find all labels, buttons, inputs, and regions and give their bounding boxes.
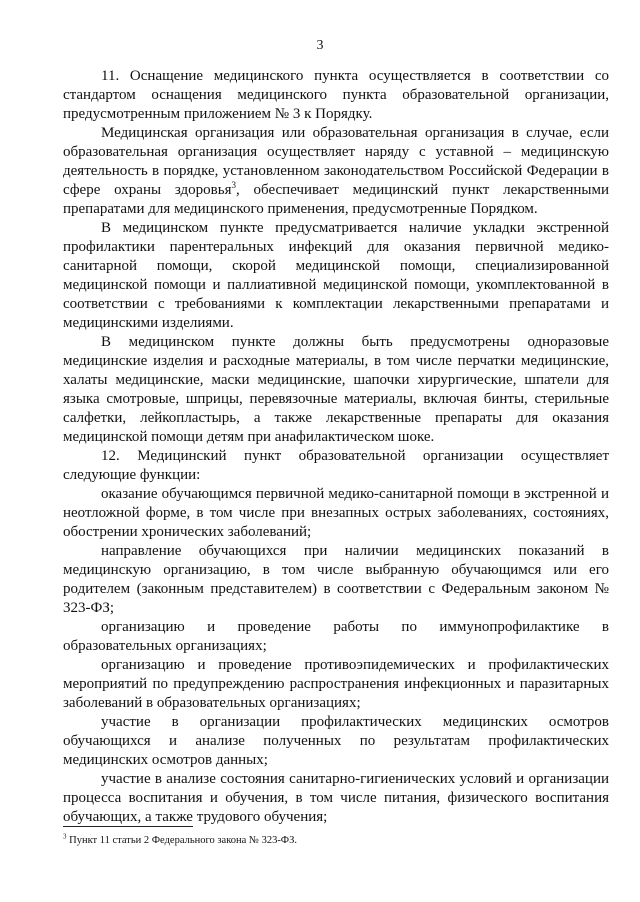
paragraph-text: Медицинская организация или образовательная организация в случае, если образовательная организация осуществляет наряду с уставной – медицинскую деятельность в порядке, установленном законодательством Российской Федерации в сфере охраны здоровья: [63, 125, 609, 198]
paragraph-text-tail: , обеспечивает медицинский пункт лекарственными препаратами для медицинского применения, предусмотренные Порядком.: [63, 182, 609, 217]
list-item-function: направление обучающихся при наличии медицинских показаний в медицинскую организацию, в том числе выбранную обучающимся или его родителем (законным представителем) в соответствии с Федеральным законом № 323-ФЗ;: [63, 543, 609, 616]
page-number: 3: [316, 38, 324, 53]
footnote-reference: 3: [231, 180, 236, 190]
list-item-function: участие в анализе состояния санитарно-гигиенических условий и организации процесса воспитания и обучения, в том числе питания, физического воспитания обучающих, а также трудового обучения;: [63, 771, 609, 825]
paragraph-medical-supply: [63, 124, 609, 219]
list-item-function: организацию и проведение противоэпидемических и профилактических мероприятий по предупреждению распространения инфекционных и паразитарных заболеваний в образовательных организациях;: [63, 657, 609, 711]
list-item-function: оказание обучающимся первичной медико-санитарной помощи в экстренной и неотложной форме, в том числе при внезапных острых заболеваниях, состояниях, обострении хронических заболеваний;: [63, 486, 609, 540]
paragraph-disposables: В медицинском пункте должны быть предусмотрены одноразовые медицинские изделия и расходные материалы, в том числе перчатки медицинские, халаты медицинские, маски медицинские, шапочки хирургические, шпатели для языка смотровые, шприцы, перевязочные материалы, включая бинты, стерильные салфетки, лейкопластырь, а также лекарственные препараты для оказания медицинской помощи детям при анафилактическом шоке.: [63, 334, 609, 445]
paragraph-11: 11. Оснащение медицинского пункта осуществляется в соответствии со стандартом оснащения медицинского пункта образовательной организации, предусмотренным приложением № 3 к Порядку.: [63, 68, 609, 122]
paragraph-emergency-kit: В медицинском пункте предусматривается наличие укладки экстренной профилактики парентеральных инфекций для оказания первичной медико-санитарной помощи, скорой медицинской помощи, специализированной медицинской помощи и паллиативной медицинской помощи, укомплектованной в соответствии с требованиями к комплектации лекарственными препаратами и медицинскими изделиями.: [63, 220, 609, 331]
body-text: [63, 67, 609, 827]
list-item-function: организацию и проведение работы по иммунопрофилактике в образовательных организациях;: [63, 619, 609, 654]
footnote: [63, 834, 609, 847]
footnote-text: Пункт 11 статьи 2 Федерального закона № 323-ФЗ.: [66, 835, 297, 846]
paragraph-12: 12. Медицинский пункт образовательной организации осуществляет следующие функции:: [63, 448, 609, 483]
footnote-divider: [63, 826, 193, 827]
footnote-mark: 3: [63, 832, 67, 841]
list-item-function: участие в организации профилактических медицинских осмотров обучающихся и анализе полученных по результатам профилактических медицинских осмотров данных;: [63, 714, 609, 768]
